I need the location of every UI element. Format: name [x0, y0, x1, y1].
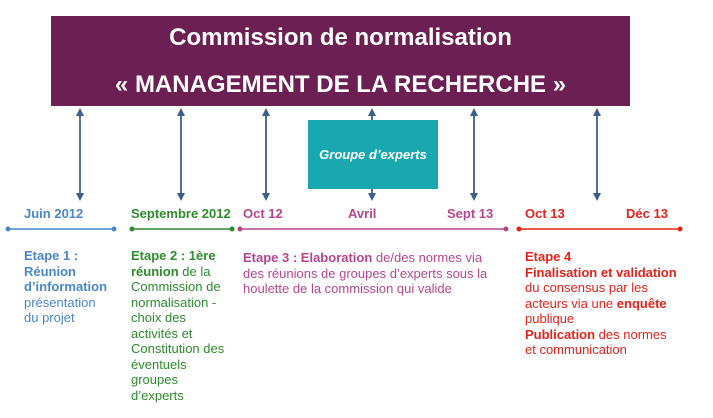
date-sept-13: Sept 13 — [447, 206, 494, 221]
step-2: Etape 2 : 1ère réunion de la Commission de normalisation - choix des activités et Constitution des éventuels groupes d’experts — [131, 248, 241, 403]
banner-title: Commission de normalisation — [169, 24, 512, 51]
step-3: Etape 3 : Elaboration de/des normes via des réunions de groupes d’experts sous la houlette de la commission qui valide — [243, 250, 488, 296]
step-1: Etape 1 : Réunion d’information présentation du projet — [24, 248, 124, 326]
step-1-title: Etape 1 : — [24, 248, 79, 263]
date-avril: Avril — [348, 206, 377, 221]
date-oct-13: Oct 13 — [525, 206, 565, 221]
step-4: Etape 4 Finalisation et validation du consensus par les acteurs via une enquête publique Publication des normes et communication — [525, 249, 705, 358]
step-4-title: Etape 4 — [525, 249, 572, 264]
date-juin-2012: Juin 2012 — [24, 206, 84, 221]
step-2-title: Etape 2 : 1ère — [131, 248, 216, 263]
date-dec-13: Déc 13 — [626, 206, 668, 221]
date-septembre-2012: Septembre 2012 — [131, 206, 231, 221]
step-3-title: Etape 3 : — [243, 250, 301, 265]
experts-group-box: Groupe d’experts — [308, 120, 438, 189]
banner-subtitle: « MANAGEMENT DE LA RECHERCHE » — [114, 71, 567, 98]
date-oct-12: Oct 12 — [243, 206, 283, 221]
